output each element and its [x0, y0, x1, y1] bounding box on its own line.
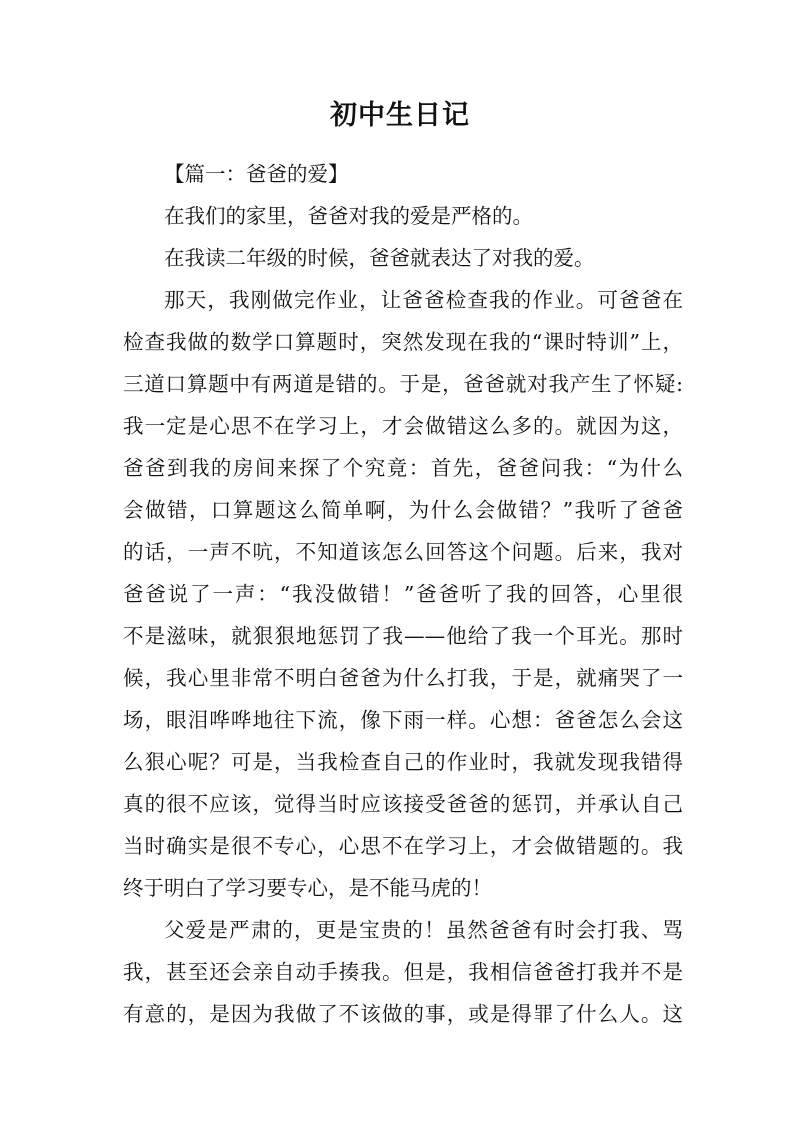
paragraph-line: 么狠心呢？可是，当我检查自己的作业时，我就发现我错得 [123, 750, 683, 774]
paragraph-line: 三道口算题中有两道是错的。于是，爸爸就对我产生了怀疑: [123, 372, 683, 396]
paragraph-line: 检查我做的数学口算题时，突然发现在我的“课时特训”上， [123, 330, 683, 354]
paragraph-line: 终于明白了学习要专心，是不能马虎的！ [123, 876, 492, 900]
paragraph-line: 有意的，是因为我做了不该做的事，或是得罪了什么人。这 [123, 1002, 683, 1026]
paragraph-line: 当时确实是很不专心，心思不在学习上，才会做错题的。我 [123, 834, 683, 858]
paragraph-line: 我，甚至还会亲自动手揍我。但是，我相信爸爸打我并不是 [123, 960, 683, 984]
paragraph-line: 场，眼泪哗哗地往下流，像下雨一样。心想：爸爸怎么会这 [123, 708, 683, 732]
paragraph-line: 会做错，口算题这么简单啊，为什么会做错？”我听了爸爸 [123, 498, 683, 522]
paragraph-line: 爸爸说了一声：“我没做错！”爸爸听了我的回答，心里很 [123, 582, 683, 606]
paragraph-line: 爸爸到我的房间来探了个究竟：首先，爸爸问我：“为什么 [123, 456, 683, 480]
paragraph-line: 的话，一声不吭，不知道该怎么回答这个问题。后来，我对 [123, 540, 683, 564]
paragraph-line: 在我读二年级的时候，爸爸就表达了对我的爱。 [164, 246, 595, 270]
paragraph-line: 真的很不应该，觉得当时应该接受爸爸的惩罚，并承认自己 [123, 792, 683, 816]
document-title: 初中生日记 [330, 100, 470, 131]
document-body [123, 153, 683, 1035]
paragraph-line: 不是滋味，就狠狠地惩罚了我——他给了我一个耳光。那时 [123, 624, 683, 648]
paragraph-line: 父爱是严肃的，更是宝贵的！虽然爸爸有时会打我、骂 [164, 918, 683, 942]
paragraph-line: 在我们的家里，爸爸对我的爱是严格的。 [164, 204, 533, 228]
paragraph-line: 我一定是心思不在学习上，才会做错这么多的。就因为这， [123, 414, 683, 438]
section-heading: 【篇一：爸爸的爱】 [164, 162, 349, 186]
paragraph-line: 那天，我刚做完作业，让爸爸检查我的作业。可爸爸在 [164, 288, 683, 312]
paragraph-line: 候，我心里非常不明白爸爸为什么打我，于是，就痛哭了一 [123, 666, 683, 690]
